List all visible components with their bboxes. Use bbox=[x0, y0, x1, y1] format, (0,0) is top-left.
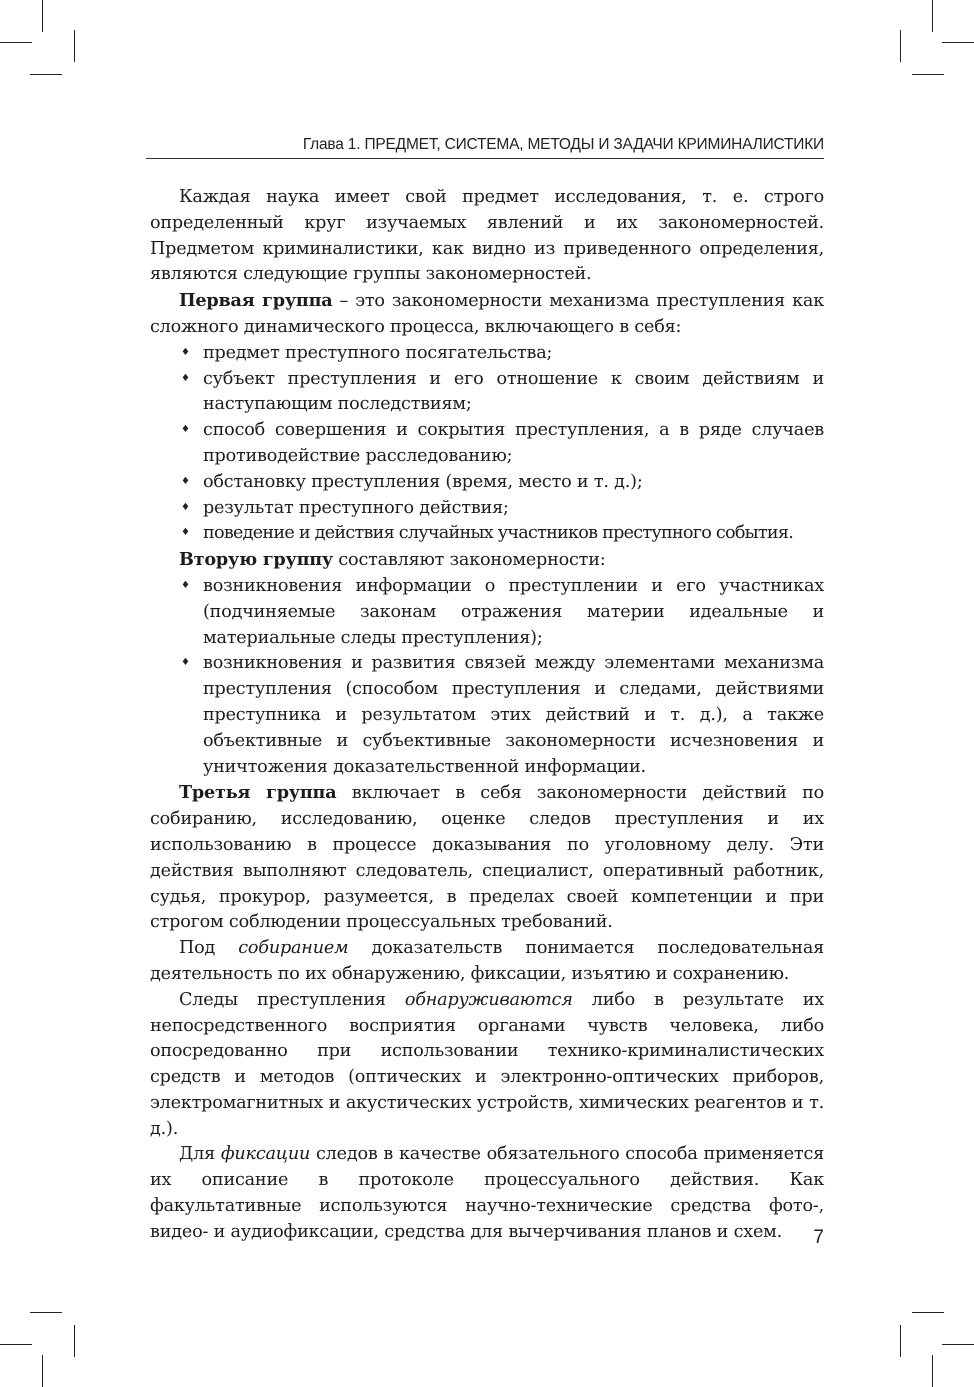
crop-mark bbox=[912, 1312, 944, 1313]
crop-mark bbox=[0, 1344, 32, 1345]
crop-mark bbox=[942, 42, 974, 43]
crop-mark bbox=[42, 1355, 43, 1387]
group2-list bbox=[150, 574, 824, 780]
fix-after: следов в качестве обязательного способа применяется их описание в протоколе процессуального действия. Как факультативные используются научно-технические средства фото-, видео- и аудиофиксации, средства для вычерчивания планов и схем. bbox=[150, 1144, 824, 1242]
group3-text: включает в себя закономерности действий по собиранию, исследованию, оценке следов преступления и их использованию в процессе доказывания по уголовному делу. Эти действия выполняют следователь, специалист, оперативный работник, судья, прокурор, разумеется, в пределах своей компетенции и при строгом соблюдении процессуальных требований. bbox=[150, 783, 824, 933]
intro-paragraph: Каждая наука имеет свой предмет исследования, т. е. строго определенный круг изучаемых явлений и их закономерностей. Предметом криминалистики, как видно из приведенного определения, являются следующие группы закономерностей. bbox=[150, 187, 824, 285]
fix-before: Для bbox=[179, 1144, 221, 1165]
group3-lead: Третья группа bbox=[179, 782, 337, 804]
group1-lead: Первая группа bbox=[179, 290, 333, 312]
fix-paragraph bbox=[150, 1142, 824, 1245]
detect-after: либо в результате их непосредственного восприятия органами чувств человека, либо опосредованно при использовании технико-криминалистических средств и методов (оптических и электронно-оптических приборов, электромагнитных и акустических устройств, химических реагентов и т. д.). bbox=[150, 989, 824, 1139]
crop-mark bbox=[30, 74, 62, 75]
list-item: ♦ предмет преступного посягательства; bbox=[203, 341, 824, 367]
group2-lead: Вторую группу bbox=[179, 549, 333, 571]
collect-term: собиранием bbox=[238, 938, 349, 959]
group3-paragraph bbox=[150, 780, 824, 936]
detect-paragraph bbox=[150, 988, 824, 1143]
list-item: ♦ возникновения информации о преступлении и его участниках (подчиняемые законам отражения материи идеальные и материальные следы преступления); bbox=[203, 574, 824, 651]
list-item: ♦ возникновения и развития связей между элементами механизма преступления (способом преступления и следами, действиями преступника и результатом этих действий и т. д.), а также объективные и субъективные закономерности исчезновения и уничтожения доказательственной информации. bbox=[203, 651, 824, 780]
fix-term: фиксации bbox=[220, 1144, 311, 1165]
list-item: ♦ поведение и действия случайных участников преступного события. bbox=[203, 521, 824, 547]
crop-mark bbox=[932, 1355, 933, 1387]
detect-term: обнаруживаются bbox=[404, 989, 573, 1010]
group2-text: составляют закономерности: bbox=[333, 550, 606, 571]
collect-before: Под bbox=[179, 938, 239, 959]
crop-mark bbox=[900, 1325, 901, 1357]
list-item: ♦ обстановку преступления (время, место и т. д.); bbox=[203, 470, 824, 496]
page-number: 7 bbox=[813, 1227, 824, 1248]
crop-mark bbox=[942, 1344, 974, 1345]
list-item: ♦ способ совершения и сокрытия преступления, а в ряде случаев противодействие расследованию; bbox=[203, 418, 824, 470]
list-item: ♦ результат преступного действия; bbox=[203, 496, 824, 522]
detect-before: Следы преступления bbox=[179, 989, 405, 1010]
page-body bbox=[150, 185, 824, 1246]
group2-paragraph bbox=[150, 547, 824, 574]
group1-paragraph bbox=[150, 288, 824, 341]
group1-list bbox=[150, 341, 824, 547]
group1-text: – это закономерности механизма преступления как сложного динамического процесса, включающего в себя: bbox=[150, 291, 824, 337]
crop-mark bbox=[74, 30, 75, 62]
crop-mark bbox=[74, 1325, 75, 1357]
collect-paragraph bbox=[150, 936, 824, 988]
collect-after: доказательств понимается последовательная деятельность по их обнаружению, фиксации, изъятию и сохранению. bbox=[150, 938, 825, 984]
crop-mark bbox=[42, 0, 43, 32]
list-item: ♦ субъект преступления и его отношение к своим действиям и наступающим последствиям; bbox=[203, 367, 824, 419]
crop-mark bbox=[932, 0, 933, 32]
crop-mark bbox=[912, 74, 944, 75]
crop-mark bbox=[0, 42, 32, 43]
header-title: ПРЕДМЕТ, СИСТЕМА, МЕТОДЫ И ЗАДАЧИ КРИМИНАЛИСТИКИ bbox=[364, 136, 824, 153]
crop-mark bbox=[30, 1312, 62, 1313]
running-header bbox=[146, 136, 824, 159]
header-chapter: Глава 1. bbox=[302, 136, 361, 153]
crop-mark bbox=[900, 30, 901, 62]
